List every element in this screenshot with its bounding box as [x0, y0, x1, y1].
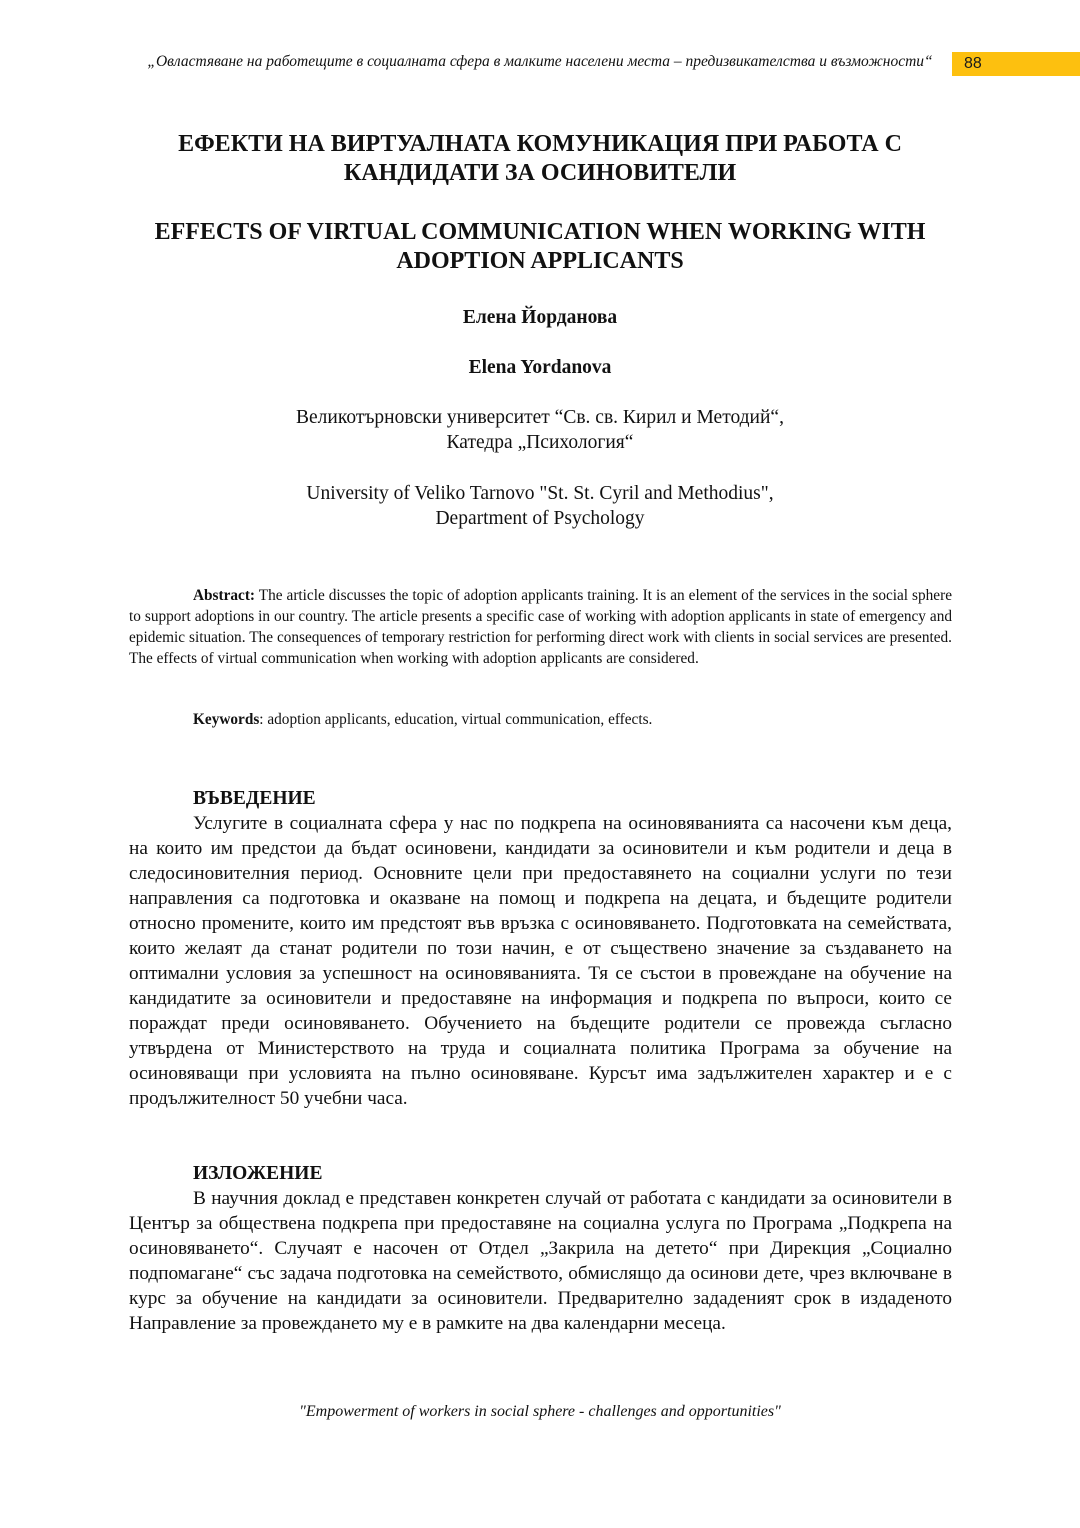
section-heading-introduction: ВЪВЕДЕНИЕ	[193, 788, 316, 809]
abstract	[129, 585, 952, 669]
affiliation-bg-line1: Великотърновски университет “Св. св. Кирил и Методий“,	[296, 407, 784, 428]
keywords	[129, 709, 952, 730]
abstract-label: Abstract:	[193, 587, 256, 604]
title-bulgarian: ЕФЕКТИ НА ВИРТУАЛНАТА КОМУНИКАЦИЯ ПРИ РАБОТА С КАНДИДАТИ ЗА ОСИНОВИТЕЛИ	[178, 131, 902, 186]
author-name-en: Elena Yordanova	[468, 357, 612, 378]
abstract-text: The article discusses the topic of adoption applicants training. It is an element of the services in the social sphere to support adoptions in our country. The article presents a specific case of working with adoption applicants in state of emergency and epidemic situation. The consequences of temporary restriction for performing direct work with clients in social services are presented. The effects of virtual communication when working with adoption applicants are considered.	[129, 587, 952, 667]
author-name-bg: Елена Йорданова	[462, 307, 618, 328]
affiliation-en-line2: Department of Psychology	[435, 508, 645, 529]
running-header: „Овластяване на работещите в социалната сфера в малките населени места – предизвикателства и възможности“	[147, 53, 933, 70]
affiliation-en-line1: University of Veliko Tarnovo "St. St. Cyril and Methodius",	[306, 483, 774, 504]
affiliation-bg-line2: Катедра „Психология“	[446, 432, 634, 453]
section-text-introduction: Услугите в социалната сфера у нас по подкрепа на осиновяванията са насочени към деца, на които им предстои да бъдат осиновени, кандидати за осиновители и към родители и деца в следосиновителния период. Основните цели при предоставянето на социални услуги по тези направления са подготовка и оказване на помощ и подкрепа на децата, и бъдещите родители относно промените, които им предстоят във връзка с осиновяването. Подготовката на семействата, които желаят да станат родители по този начин, е от съществено значение за създаването на оптимални условия за успешност на осиновяванията. Тя се състои в провеждане на обучение на кандидатите за осиновители и предоставяне на информация и подкрепа по въпроси, които се пораждат преди осиновяването. Обучението на бъдещите родители се провежда съгласно утвърдена от Министерството на труда и социалната политика Програма за обучение на осиновяващи при условията на пълно осиновяване. Курсът има задължителен характер и е с продължителност 50 учебни часа.	[129, 813, 952, 1109]
section-text-exposition: В научния доклад е представен конкретен случай от работата с кандидати за осиновители в Център за обществена подкрепа при предоставяне на социална услуга по Програма „Подкрепа на осиновяването“. Случаят е насочен от Отдел „Закрила на детето“ при Дирекция „Социално подпомагане“ със задача подготовка на семейството, обмислящо да осинови дете, чрез включване в курс за обучение на кандидати за осиновители. Предварително зададеният срок в издаденото Направление за провеждането му е в рамките на два календарни месеца.	[129, 1188, 952, 1334]
keywords-text: : adoption applicants, education, virtual communication, effects.	[259, 711, 653, 728]
page-number-badge: 88	[952, 52, 1080, 76]
running-footer: "Empowerment of workers in social sphere - challenges and opportunities"	[299, 1403, 781, 1420]
section-heading-exposition: ИЗЛОЖЕНИЕ	[193, 1163, 323, 1184]
keywords-label: Keywords	[193, 711, 260, 728]
title-english: EFFECTS OF VIRTUAL COMMUNICATION WHEN WORKING WITH ADOPTION APPLICANTS	[154, 219, 926, 274]
